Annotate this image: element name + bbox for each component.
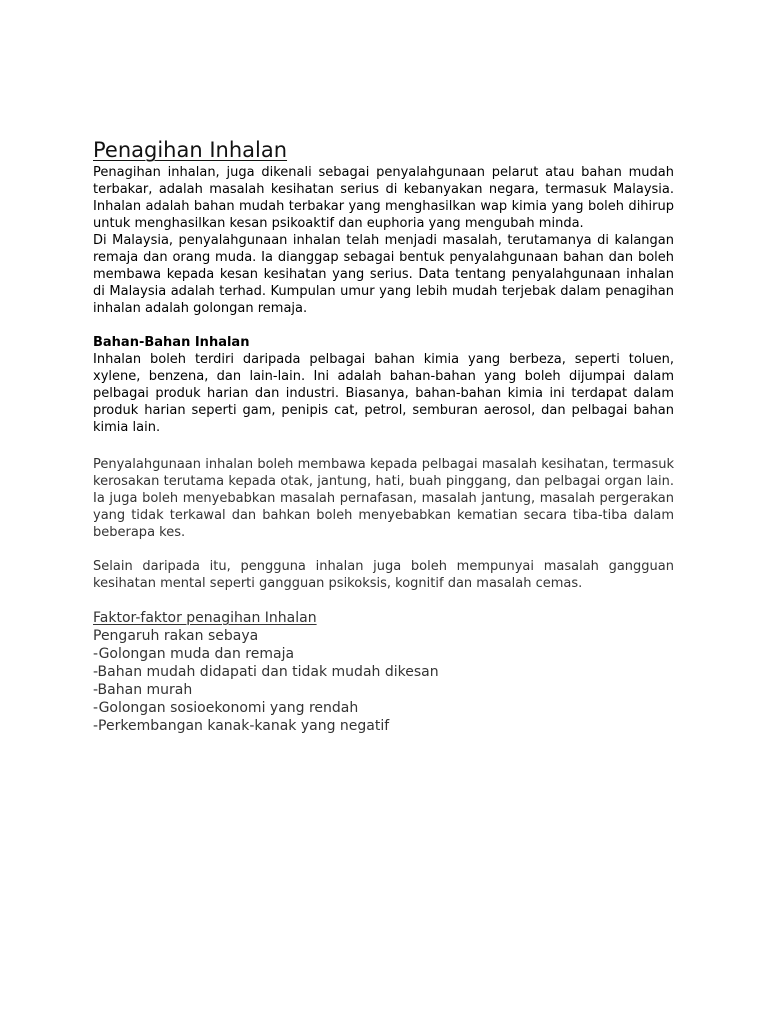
document-page bbox=[93, 136, 674, 735]
kesan-paragraph-1: Penyalahgunaan inhalan boleh membawa kepada pelbagai masalah kesihatan, termasuk kerosakan terutama kepada otak, jantung, hati, buah pinggang, dan pelbagai organ lain. Ia juga boleh menyebabkan masalah pernafasan, masalah jantung, masalah pergerakan yang tidak terkawal dan bahkan boleh menyebabkan kematian secara tiba-tiba dalam beberapa kes. bbox=[93, 457, 674, 540]
bahan-heading: Bahan-Bahan Inhalan bbox=[93, 335, 250, 350]
spacer bbox=[93, 541, 674, 558]
list-item: -Golongan sosioekonomi yang rendah bbox=[93, 700, 359, 716]
faktor-heading: Faktor-faktor penagihan Inhalan bbox=[93, 610, 317, 626]
spacer bbox=[93, 592, 674, 609]
list-item: -Bahan mudah didapati dan tidak mudah dikesan bbox=[93, 664, 439, 680]
spacer bbox=[93, 436, 674, 456]
bahan-paragraph: Inhalan boleh terdiri daripada pelbagai bahan kimia yang berbeza, seperti toluen, xylene, benzena, dan lain-lain. Ini adalah bahan-bahan yang boleh dijumpai dalam pelbagai produk harian dan industri. Biasanya, bahan-bahan kimia ini terdapat dalam produk harian seperti gam, penipis cat, petrol, semburan aerosol, dan pelbagai bahan kimia lain. bbox=[93, 352, 674, 435]
intro-paragraph-1: Penagihan inhalan, juga dikenali sebagai penyalahgunaan pelarut atau bahan mudah terbakar, adalah masalah kesihatan serius di kebanyakan negara, termasuk Malaysia. Inhalan adalah bahan mudah terbakar yang menghasilkan wap kimia yang boleh dihirup untuk menghasilkan kesan psikoaktif dan euphoria yang mengubah minda. bbox=[93, 165, 674, 231]
list-item: -Perkembangan kanak-kanak yang negatif bbox=[93, 718, 390, 734]
list-item: Pengaruh rakan sebaya bbox=[93, 628, 259, 644]
list-item: -Bahan murah bbox=[93, 682, 193, 698]
kesan-paragraph-2: Selain daripada itu, pengguna inhalan juga boleh mempunyai masalah gangguan kesihatan mental seperti gangguan psikoksis, kognitif dan masalah cemas. bbox=[93, 559, 674, 591]
spacer bbox=[93, 317, 674, 334]
faktor-list bbox=[93, 627, 674, 735]
list-item: -Golongan muda dan remaja bbox=[93, 646, 295, 662]
intro-paragraph-2: Di Malaysia, penyalahgunaan inhalan telah menjadi masalah, terutamanya di kalangan remaja dan orang muda. Ia dianggap sebagai bentuk penyalahgunaan bahan dan boleh membawa kepada kesan kesihatan yang serius. Data tentang penyalahgunaan inhalan di Malaysia adalah terhad. Kumpulan umur yang lebih mudah terjebak dalam penagihan inhalan adalah golongan remaja. bbox=[93, 233, 674, 316]
page-title: Penagihan Inhalan bbox=[93, 138, 288, 162]
